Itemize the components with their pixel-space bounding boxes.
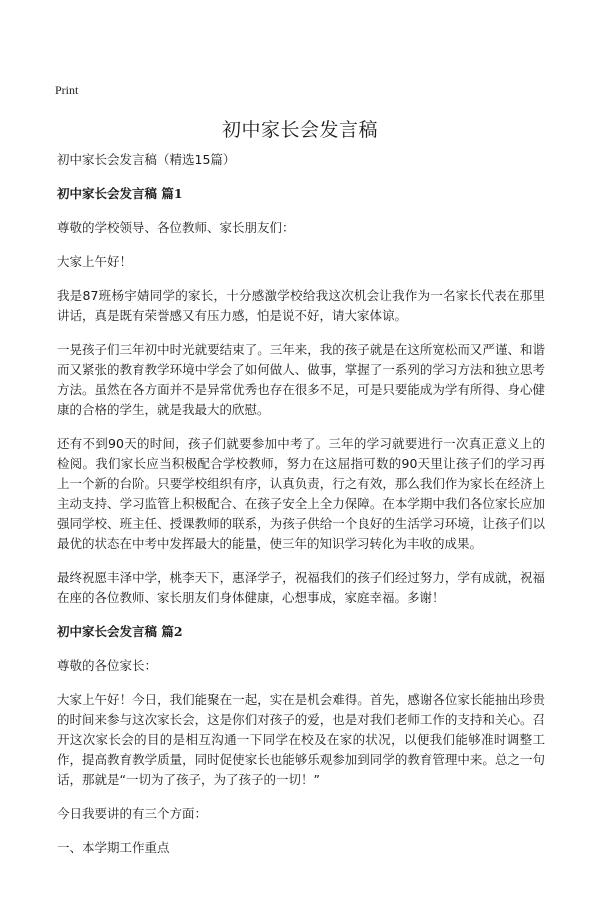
section-heading: 初中家长会发言稿 篇2 [57,624,183,639]
paragraph: 大家上午好！ [57,254,133,269]
paragraph: 大家上午好！今日，我们能聚在一起，实在是机会难得。首先，感谢各位家长能抽出珍贵的时间来参与这次家长会，这是你们对孩子的爱，也是对我们老师工作的支持和关心。召开这次家长会的目的是相互沟通一下同学在校及在家的状况，以便我们能够准时调整工作，提高教育教学质量，同时促使家长也能够乐观参加到同学的教育管理中来。总之一句话，那就是“一切为了孩子，为了孩子的一切！” [57,692,545,787]
paragraph: 尊敬的学校领导、各位教师、家长朋友们： [57,220,295,235]
paragraph: 最终祝愿丰泽中学，桃李天下，惠泽学子，祝福我们的孩子们经过努力，学有成就，祝福在座的各位教师、家长朋友们身体健康，心想事成，家庭幸福。多谢！ [57,570,545,605]
paragraph: 尊敬的各位家长： [57,658,158,673]
paragraph: 今日我要讲的有三个方面： [57,806,208,821]
article-body [57,150,545,872]
subtitle: 初中家长会发言稿（精选15篇） [57,152,236,167]
paragraph: 一晃孩子们三年初中时光就要结束了。三年来，我的孩子就是在这所宽松而又严谨、和谐而又紧张的教育教学环境中学会了如何做人、做事，掌握了一系列的学习方法和独立思考方法。虽然在各方面并不是异常优秀也存在很多不足，可是只要能成为学有所得、身心健康的合格的学生，就是我最大的欣慰。 [57,342,545,417]
section-heading: 初中家长会发言稿 篇1 [57,186,183,201]
paragraph: 一、本学期工作重点 [57,840,170,855]
page-title: 初中家长会发言稿 [221,119,378,141]
print-link[interactable]: Print [55,83,79,97]
paragraph: 我是87班杨宇婧同学的家长，十分感激学校给我这次机会让我作为一名家长代表在那里讲话，真是既有荣誉感又有压力感，怕是说不好，请大家体谅。 [57,288,545,323]
paragraph: 还有不到90天的时间，孩子们就要参加中考了。三年的学习就要进行一次真正意义上的检阅。我们家长应当积极配合学校教师，努力在这屈指可数的90天里让孩子们的学习再上一个新的台阶。只要学校组织有序，认真负责，行之有效，那么我们作为家长在经济上主动支持、学习监管上积极配合、在孩子安全上全力保障。在本学期中我们各位家长应加强同学校、班主任、授课教师的联系，为孩子供给一个良好的生活学习环境，让孩子们以最优的状态在中考中发挥最大的能量，使三年的知识学习转化为丰收的成果。 [57,436,545,551]
